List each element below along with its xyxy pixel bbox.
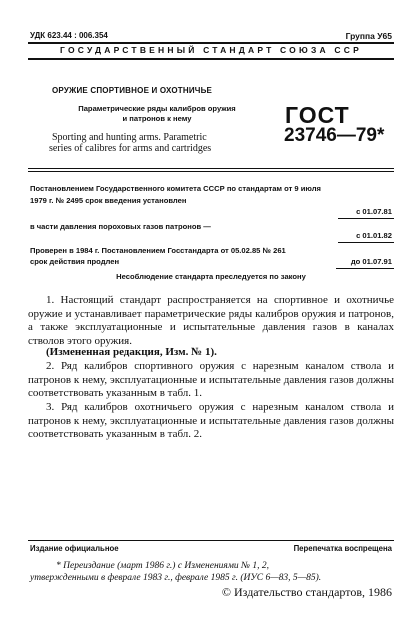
official-edition: Издание официальное <box>30 544 119 553</box>
legal-warning: Несоблюдение стандарта преследуется по закону <box>116 272 306 281</box>
header-rule-bottom <box>28 58 394 60</box>
reissue-note-1: * Переиздание (март 1986 г.) с Изменениями № 1, 2, <box>56 561 269 571</box>
paragraph-3: 3. Ряд калибров охотничьего оружия с нарезным каналом ствола и патронов к нему, эксплуатационные и испытательные давления газов должны соответствовать указанным в табл. 2. <box>28 401 394 441</box>
reissue-note-2: утвержденными в феврале 1983 г., феврале 1985 г. (ИУС 6—83, 5—85). <box>30 573 322 583</box>
paragraph-1: 1. Настоящий стандарт распространяется на спортивное и охотничье оружие и устанавливает параметрические ряды калибров оружия и патронов, а также эксплуатационные и испытательные давления газов в каналах стволов этого оружия. <box>28 294 394 347</box>
date-1-underline <box>338 218 394 219</box>
title-rule-2 <box>28 171 394 172</box>
decree-date-3: до 01.07.91 <box>350 257 392 266</box>
paragraph-2: 2. Ряд калибров спортивного оружия с нарезным каналом ствола и патронов к нему, эксплуатационные и испытательные давления газов должны соответствовать указанным в табл. 1. <box>28 360 394 400</box>
copyright: © Издательство стандартов, 1986 <box>221 585 392 599</box>
title-main: ОРУЖИЕ СПОРТИВНОЕ И ОХОТНИЧЬЕ <box>52 86 213 95</box>
header-rule-top <box>28 42 394 44</box>
decree-date-1: с 01.07.81 <box>356 207 392 216</box>
decree-date-2: с 01.01.82 <box>356 231 392 240</box>
decree-line-4: Проверен в 1984 г. Постановлением Госстандарта от 05.02.85 № 261 <box>30 246 286 255</box>
date-2-underline <box>338 242 394 243</box>
decree-line-1: Постановлением Государственного комитета СССР по стандартам от 9 июля <box>30 184 321 193</box>
title-sub-2: и патронов к нему <box>122 114 192 123</box>
udk-code: УДК 623.44 : 006.354 <box>30 31 108 40</box>
date-3-underline <box>336 268 394 269</box>
title-en-2: series of calibres for arms and cartridges <box>49 143 212 154</box>
decree-line-5: срок действия продлен <box>30 257 120 266</box>
gost-number: 23746—79* <box>284 125 385 146</box>
reprint-prohibited: Перепечатка воспрещена <box>293 544 392 553</box>
footer-rule <box>28 540 394 541</box>
decree-line-2: 1979 г. № 2495 срок введения установлен <box>30 196 187 205</box>
title-rule-1 <box>28 168 394 169</box>
decree-line-3: в части давления пороховых газов патронов — <box>30 222 211 231</box>
title-en-1: Sporting and hunting arms. Parametric <box>52 132 207 143</box>
gost-label: ГОСТ <box>285 102 350 128</box>
paragraph-1-note: (Измененная редакция, Изм. № 1). <box>46 346 217 358</box>
title-sub-1: Параметрические ряды калибров оружия <box>78 104 236 113</box>
group-code: Группа У65 <box>345 31 392 41</box>
state-standard-banner: ГОСУДАРСТВЕННЫЙ СТАНДАРТ СОЮЗА ССР <box>60 45 362 55</box>
